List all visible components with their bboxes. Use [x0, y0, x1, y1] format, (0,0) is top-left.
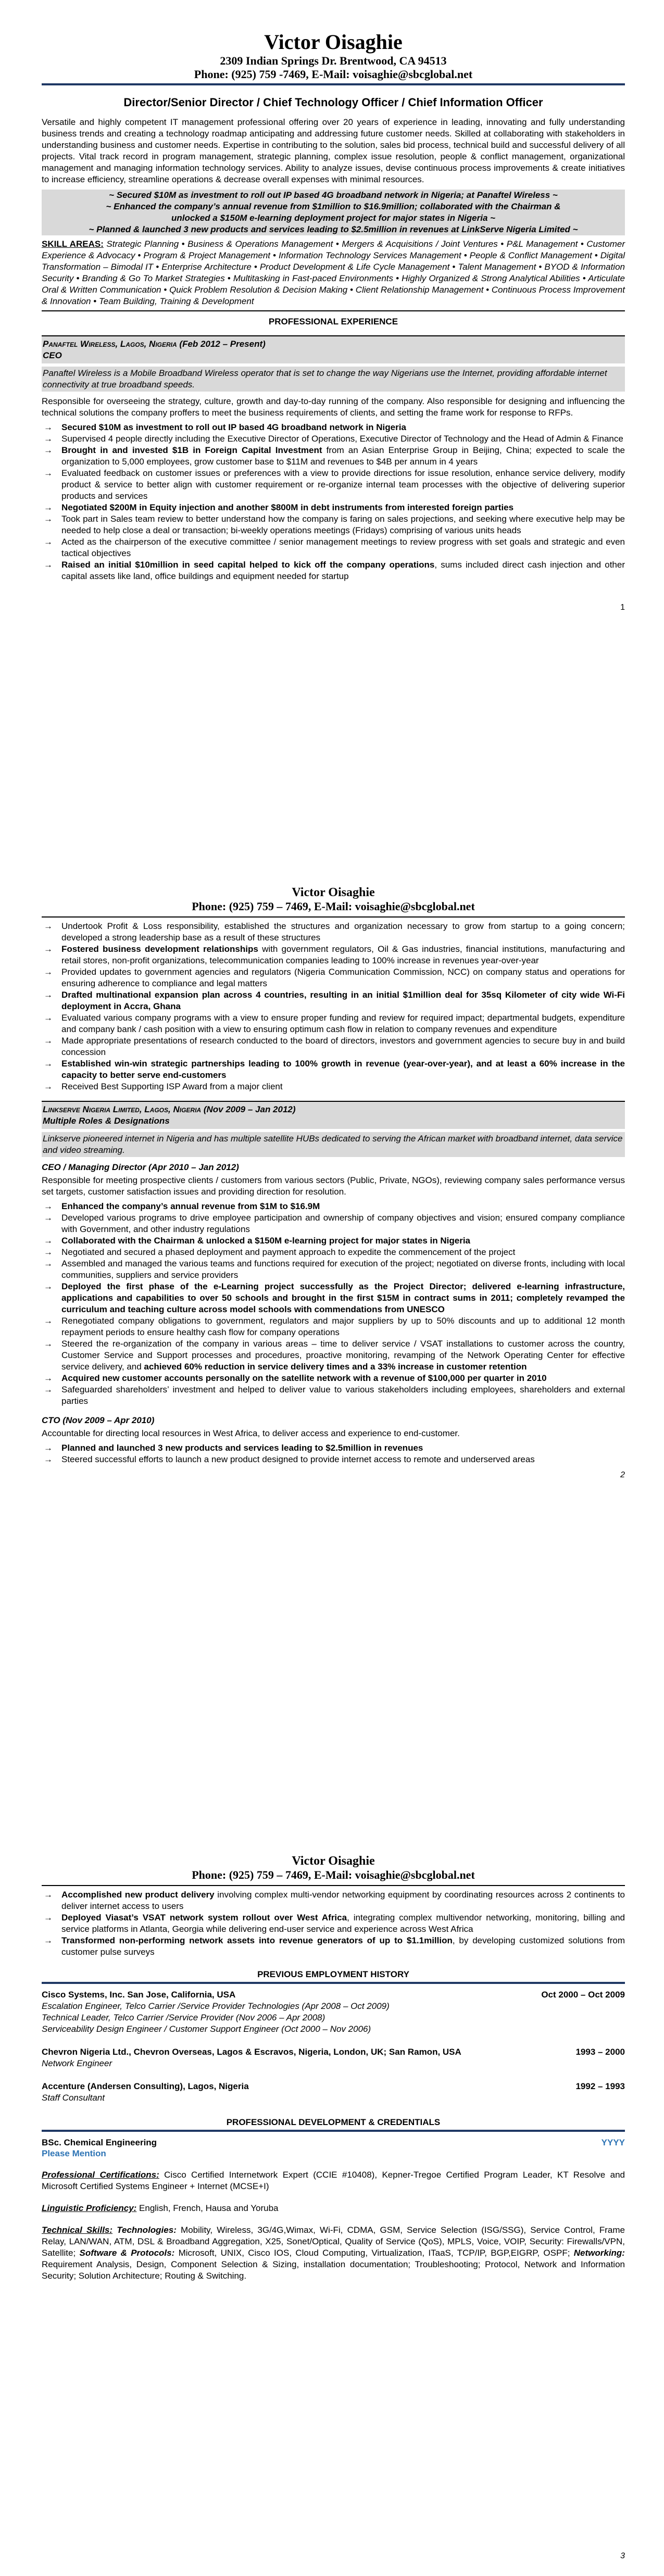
bullet-item [42, 1235, 625, 1247]
bullet-bold: Brought in and invested $1B in Foreign Capital Investment [61, 445, 322, 455]
networking-text: Requirement Analysis, Design, Component Selection & Sizing, installation documentation; Troubleshooting; Protocol, Network and Information Security; Solution Architecture; Routing & Switching. [42, 2259, 625, 2281]
bullet-text: Developed various programs to drive employee participation and ownership of company objectives and vision; ensured company compliance with Government, and other industry regulations [61, 1213, 625, 1234]
bullet-bold: Secured $10M as investment to roll out IP based 4G broadband network in Nigeria [61, 422, 406, 432]
employment-dates: Oct 2000 – Oct 2009 [541, 1990, 625, 2000]
bullet-item [42, 536, 625, 559]
bullet-bold: Planned and launched 3 new products and services leading to $2.5million in revenues [61, 1443, 423, 1453]
role-title: CEO / Managing Director (Apr 2010 – Jan 2012) [42, 1162, 239, 1172]
achievement-list [42, 921, 625, 1092]
role-intro: Accountable for directing local resources in West Africa, to deliver access and experience to end-customer. [42, 1428, 460, 1438]
languages-text: English, French, Hausa and Yoruba [136, 2203, 279, 2213]
candidate-name: Victor Oisaghie [292, 1854, 375, 1868]
education-row [42, 2137, 625, 2148]
bullet-bold: Deployed Viasat’s VSAT network system rollout over West Africa [61, 1913, 347, 1922]
role-title: CTO (Nov 2009 – Apr 2010) [42, 1415, 155, 1425]
bullet-bold: Drafted multinational expansion plan across 4 countries, resulting in an initial $1million deal for 35sq Kilometer of city wide Wi-Fi deployment in Accra, Ghana [61, 990, 625, 1011]
bullet-bold: Raised an initial $10million in seed capital helped to kick off the company operations [61, 560, 435, 570]
role-intro: Responsible for overseeing the strategy, culture, growth and day-to-day running of the company. Also responsible for designing and influencing the technical solutions the company proffers to meet the business requirements of clients, and setting the frame work for response to RFPs. [42, 396, 625, 418]
bullet-bold: Collaborated with the Chairman & unlocked a $150M e-learning project for major states in Nigeria [61, 1236, 471, 1246]
achievement-list [42, 1201, 625, 1407]
section-title-experience: PROFESSIONAL EXPERIENCE [268, 317, 398, 326]
highlights-box [42, 190, 625, 235]
bullet-text: Steered successful efforts to launch a new product designed to provide internet access to remote and underserved areas [61, 1454, 535, 1464]
bullet-text: Safeguarded shareholders’ investment and helped to deliver value to various stakeholders including employees, shareholders and external parties [61, 1385, 625, 1406]
bullet-bold: Accomplished new product delivery [61, 1890, 215, 1900]
company-dates: (Feb 2012 – Present) [179, 339, 266, 349]
bullet-item [42, 989, 625, 1012]
history-entry [42, 2046, 625, 2069]
bullet-text: Assembled and managed the various teams and functions required for execution of the project; negotiated on diverse fronts, including with local communities, suppliers and service providers [61, 1259, 625, 1280]
languages-label: Linguistic Proficiency: [42, 2203, 137, 2213]
bullet-item [42, 513, 625, 536]
employment-dates: 1993 – 2000 [575, 2047, 625, 2057]
contact-line: Phone: (925) 759 – 7469, E-Mail: voisaghie@sbcglobal.net [192, 900, 475, 913]
employment-dates: 1992 – 1993 [575, 2081, 625, 2091]
bullet-text: Supervised 4 people directly including the Executive Director of Operations, Executive Director of Technology and the Head of Admin & Finance [61, 434, 623, 444]
company-description: Linkserve pioneered internet in Nigeria and has multiple satellite HUBs dedicated to serving the African market with broadband internet, data service and video streaming. [42, 1132, 625, 1157]
section-title-credentials: PROFESSIONAL DEVELOPMENT & CREDENTIALS [226, 2117, 441, 2127]
languages [42, 2203, 625, 2214]
employer-name: Accenture (Andersen Consulting), Lagos, Nigeria [42, 2081, 249, 2091]
bullet-text: Received Best Supporting ISP Award from a major client [61, 1082, 283, 1091]
candidate-name: Victor Oisaghie [292, 886, 375, 899]
employment-role: Serviceability Design Engineer / Customer Support Engineer (Oct 2000 – Nov 2006) [42, 2024, 371, 2034]
achievement-list [42, 422, 625, 582]
job-title: CEO [43, 350, 62, 360]
history-entry [42, 1989, 625, 2035]
contact-line: Phone: (925) 759 – 7469, E-Mail: voisaghie@sbcglobal.net [192, 1868, 475, 1881]
bullet-bold: Transformed non-performing network assets into revenue generators of up to $1.1million [61, 1936, 453, 1945]
page-number: 1 [620, 603, 625, 612]
bullet-text: Provided updates to government agencies and regulators (Nigeria Communication Commission, NCC) on company status and operations for ensuring adherence to compliance and legal matters [61, 967, 625, 988]
employment-role: Technical Leader, Telco Carrier /Service Provider (Nov 2006 – Apr 2008) [42, 2013, 325, 2022]
employment-role: Escalation Engineer, Telco Carrier /Service Provider Technologies (Apr 2008 – Oct 2009) [42, 2001, 390, 2011]
certifications-text: Cisco Certified Internetwork Expert (CCIE #10408), Kepner-Tregoe Certified Program Leader, KT Resolve and Microsoft Certified Systems Engineer + Internet (MCSE+I) [42, 2170, 625, 2191]
bullet-bold: Established win-win strategic partnerships leading to 100% growth in revenue (year-over-year), and at least a 60% increase in the capacity to better serve end-customers [61, 1059, 625, 1080]
highlight-line: ~ Planned & launched 3 new products and services leading to $2.5million in revenues at LinkServe Nigeria Limited ~ [42, 224, 625, 235]
bullet-bold: Acquired new customer accounts personally on the satellite network with a revenue of $100,000 per quarter in 2010 [61, 1373, 547, 1383]
bullet-item [42, 1315, 625, 1338]
technologies-label: Technologies: [117, 2225, 177, 2235]
history-row [42, 2046, 625, 2058]
bullet-text: Negotiated and secured a phased deployment and payment approach to expedite the commencement of the project [61, 1247, 516, 1257]
employment-history [42, 1989, 625, 2104]
bullet-text: Evaluated feedback on customer issues or preferences with a view to provide directions for issue resolution, enhance service delivery, modify product & service to better align with customer requirement or re-organize internal team processes with the objective of delivering superior products and services [61, 468, 625, 501]
company-header-linkserve [42, 1101, 625, 1129]
bullet-bold: Negotiated $200M in Equity injection and another $800M in debt instruments from interested foreign parties [61, 502, 514, 512]
bullet-item [42, 1442, 625, 1454]
history-entry [42, 2081, 625, 2104]
company-name: Panaftel Wireless, Lagos, Nigeria [43, 339, 177, 349]
bullet-text: Took part in Sales team review to better understand how the company is faring on sales projections, and seeking where executive help may be needed to help close a deal or transaction; bi-weekly operations meetings (Fridays) comprising of various units heads [61, 514, 625, 535]
page-number: 2 [620, 1471, 625, 1479]
role-intro: Responsible for meeting prospective clients / customers from various sectors (Public, Private, NGOs), reviewing company sales performance versus set targets, customer satisfaction issues and providing direction for resolution. [42, 1175, 625, 1197]
skill-areas-label: SKILL AREAS: [42, 239, 104, 249]
company-description: Panaftel Wireless is a Mobile Broadband Wireless operator that is set to change the way Nigerians use the Internet, providing affordable internet connectivity at true broadband speeds. [42, 367, 625, 392]
bullet-bold: Deployed the first phase of the e-Learning project successfully as the Project Director; delivered e-learning infrastructure, applications and capabilities to over 50 schools and brought in the first $15M in contract sums in 2011; completely revamped the curriculum and teaching culture across model schools with commendations from UNESCO [61, 1281, 625, 1314]
bullet-item [42, 1935, 625, 1958]
bullet-item [42, 468, 625, 502]
technical-label: Technical Skills: [42, 2225, 113, 2235]
software-label: Software & Protocols: [79, 2248, 175, 2258]
bullet-text: , by developing customized solutions from customer pulse surveys [61, 1936, 625, 1957]
bullet-item [42, 1058, 625, 1081]
bullet-text: Acted as the chairperson of the executive committee / senior management meetings to review progress with set goals and strategic and even tactical objectives [61, 537, 625, 558]
bullet-item [42, 1889, 625, 1912]
bullet-item [42, 1201, 625, 1212]
bullet-item [42, 422, 625, 433]
education-note: Please Mention [42, 2148, 106, 2158]
bullet-bold: Enhanced the company’s annual revenue from $1M to $16.9M [61, 1201, 320, 1211]
summary: Versatile and highly competent IT management professional offering over 20 years of experience in leading, innovating and fully understanding business trends and creating a technology roadmap anticipating and addressing future customer needs. Skilled at collaborating with stakeholders in understanding business and customer needs. Expertise in contributing to the solution, sales bid process, technical build and successful delivery of all projects. Vital track record in program management, strategic planning, complex issue resolution, people & conflict management, organizational management and managing information technology services. Ability to analyze issues, devise continuous process improvements & create initiatives to increase efficiency, streamline operations & decrease overall expenses with minimal resources. [42, 117, 625, 184]
bullet-item [42, 433, 625, 445]
bullet-item [42, 966, 625, 989]
bullet-item [42, 1454, 625, 1465]
bullet-text: , integrating complex multivendor networking, monitoring, billing and service platforms in Atlanta, Georgia while delivering end-user service and experience across West Africa [61, 1913, 625, 1934]
section-title-history: PREVIOUS EMPLOYMENT HISTORY [257, 1969, 409, 1979]
bullet-text: Made appropriate presentations of research conducted to the board of directors, investors and government agencies to secure buy in and build concession [61, 1036, 625, 1057]
bullet-text: Undertook Profit & Loss responsibility, established the structures and organization necessary to grow from startup to a going concern; developed a strong leadership base as a result of these structures [61, 921, 625, 943]
bullet-item [42, 1212, 625, 1235]
header-divider [42, 83, 625, 85]
bullet-item [42, 1258, 625, 1281]
software-text: Microsoft, UNIX, Cisco IOS, Cloud Computing, Virtualization, ITaaS, TCP/IP, BGP,EIGRP, OSPF; [174, 2248, 574, 2258]
bullet-item [42, 1384, 625, 1407]
page-2 [42, 885, 625, 1480]
bullet-item [42, 1281, 625, 1315]
employment-role: Network Engineer [42, 2058, 112, 2068]
bullet-item [42, 1373, 625, 1384]
page-3 [42, 1854, 625, 2560]
technologies-text: Mobility, Wireless, 3G/4G,Wimax, Wi-Fi, CDMA, GSM, Service Selection (ISG/SSG), Service Control, Frame Relay, LAN/WAN, ATM, DSL & Broadband Aggregation, X25, Sonet/Optical, Quality of Service (QoS), MPLS, Voice, VOIP, Security: Firewalls/VPN, Satellite; [42, 2225, 625, 2258]
job-title: Multiple Roles & Designations [43, 1116, 170, 1126]
bullet-bold: Fostered business development relationships [61, 944, 258, 954]
section-divider [42, 2130, 625, 2132]
bullet-item [42, 1247, 625, 1258]
address: 2309 Indian Springs Dr. Brentwood, CA 94513 [220, 54, 447, 67]
achievement-list [42, 1442, 625, 1465]
candidate-name: Victor Oisaghie [264, 30, 403, 54]
bullet-text: Renegotiated company obligations to government, regulators and major suppliers by up to 50% discounts and up to additional 12 month repayment periods to ensure healthy cash flow for company operations [61, 1316, 625, 1337]
headline: Director/Senior Director / Chief Technology Officer / Chief Information Officer [123, 96, 543, 109]
bullet-bold: achieved 60% reduction in service delivery times and a 33% increase in customer retention [144, 1362, 527, 1372]
skill-areas [42, 238, 625, 307]
contact-line: Phone: (925) 759 -7469, E-Mail: voisaghie@sbcglobal.net [194, 68, 473, 81]
bullet-item [42, 1081, 625, 1092]
employer-name: Chevron Nigeria Ltd., Chevron Overseas, Lagos & Escravos, Nigeria, London, UK; San Ramon, USA [42, 2047, 461, 2057]
bullet-text: involving complex multi-vendor networking equipment by coordinating resources across 2 continents to deliver internet access to users [61, 1890, 625, 1911]
graduation-year: YYYY [601, 2138, 625, 2147]
bullet-item [42, 559, 625, 582]
company-header-panaftel [42, 335, 625, 363]
networking-label: Networking: [573, 2248, 625, 2258]
bullet-text: , sums included direct cash injection and other capital assets like land, office buildings and equipment needed for startup [61, 560, 625, 581]
section-divider [42, 1982, 625, 1984]
highlight-line: ~ Secured $10M as investment to roll out IP based 4G broadband network in Nigeria; at Panaftel Wireless ~ [42, 190, 625, 201]
page-1 [42, 30, 625, 612]
company-dates: (Nov 2009 – Jan 2012) [203, 1104, 296, 1114]
bullet-text: from an Asian Enterprise Group in Beijing, China; expected to scale the organization to 5,000 employees, grow customer base to $11M and revenues to $4B per annum in 4 years [61, 445, 625, 467]
highlight-line: unlocked a $150M e-learning deployment project for major states in Nigeria ~ [42, 212, 625, 224]
company-name: Linkserve Nigeria Limited, Lagos, Nigeria [43, 1104, 202, 1114]
bullet-item [42, 1012, 625, 1035]
achievement-list [42, 1889, 625, 1958]
bullet-item [42, 1912, 625, 1935]
bullet-item [42, 944, 625, 966]
history-row [42, 1989, 625, 2001]
certifications-label: Professional Certifications: [42, 2170, 159, 2180]
bullet-text: with government regulators, Oil & Gas industries, financial institutions, manufacturing and retail stores, non-profit organizations, telecommunication companies leading to 100% increase in revenues year-over-year [61, 944, 625, 965]
bullet-item [42, 1338, 625, 1373]
highlight-line: ~ Enhanced the company’s annual revenue from $1million to $16.9million; collaborated with the Chairman & [42, 201, 625, 212]
history-row [42, 2081, 625, 2092]
bullet-item [42, 445, 625, 468]
employer-name: Cisco Systems, Inc. San Jose, California, USA [42, 1990, 236, 2000]
technical-skills [42, 2225, 625, 2282]
bullet-item [42, 1035, 625, 1058]
degree: BSc. Chemical Engineering [42, 2138, 157, 2147]
page-number: 3 [620, 2552, 625, 2560]
certifications [42, 2169, 625, 2192]
bullet-item [42, 502, 625, 513]
employment-role: Staff Consultant [42, 2093, 105, 2103]
header-divider [42, 1885, 625, 1886]
skill-areas-text: Strategic Planning • Business & Operations Management • Mergers & Acquisitions / Joint Ventures • P&L Management • Customer Experience & Advocacy • Program & Project Management • Information Technology Services Management • People & Conflict Management • Digital Transformation – Bimodal IT • Enterprise Architecture • Product Development & Life Cycle Management • Talent Management • BYOD & Information Security • Branding & Go To Market Strategies • Multitasking in Fast-paced Environments • Highly Organized & Strong Analytical Abilities • Articulate Oral & Written Communication • Quick Problem Resolution & Decision Making • Client Relationship Management • Continuous Process Improvement & Innovation • Team Building, Training & Development [42, 239, 625, 306]
bullet-item [42, 921, 625, 944]
header-divider [42, 916, 625, 918]
section-divider [42, 310, 625, 311]
bullet-text: Steered the re-organization of the company in various areas – time to deliver service / VSAT installations to customer across the country, Customer Service and Support processes and procedures, proactive monitoring, revamping of the Network Operating Center for effective service delivery, and [61, 1339, 625, 1372]
bullet-text: Evaluated various company programs with a view to ensure proper funding and review for required impact; departmental budgets, expenditure and company bank / cash position with a view to ensuring optimum cash flow in relation to company revenues and expenditure [61, 1013, 625, 1034]
